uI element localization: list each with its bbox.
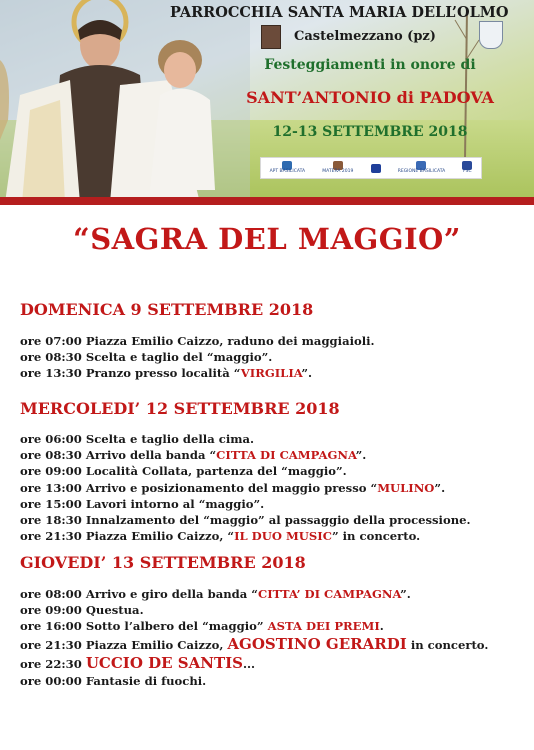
event-item: ore 06:00 Scelta e taglio della cima. [20, 432, 255, 446]
day-heading: MERCOLEDI’ 12 SETTEMBRE 2018 [20, 399, 340, 418]
eu-flag-icon [371, 164, 381, 173]
day-events-sunday [20, 333, 375, 382]
event-highlight-performer: AGOSTINO GERARDI [227, 634, 407, 653]
event-highlight: MULINO [377, 480, 435, 495]
sponsor-logo-strip [260, 157, 482, 179]
event-item: ore 15:00 Lavori intorno al “maggio”. [20, 496, 265, 511]
event-item: ore 21:30 Piazza Emilio Caizzo, “IL DUO MUSIC” in concerto. [20, 529, 421, 544]
town-name: Castelmezzano (pz) [294, 29, 436, 44]
event-item: ore 08:00 Arrivo e giro della banda “CITTA’ DI CAMPAGNA”. [20, 587, 411, 601]
event-highlight: CITTA DI CAMPAGNA [216, 448, 356, 463]
event-title: “SAGRA DEL MAGGIO” [73, 222, 461, 256]
event-item: ore 08:30 Scelta e taglio del “maggio”. [20, 350, 273, 365]
day-heading: DOMENICA 9 SETTEMBRE 2018 [20, 300, 314, 319]
apt-basilicata-logo [270, 161, 306, 175]
event-highlight: CITTA’ DI CAMPAGNA [257, 587, 401, 601]
header-banner [0, 0, 534, 203]
festivity-line: Festeggiamenti in onore di [264, 57, 476, 73]
regione-basilicata-logo [398, 161, 446, 175]
event-item: ore 22:30 UCCIO DE SANTIS... [20, 653, 256, 672]
event-item: ore 13:00 Arrivo e posizionamento del maggio presso “MULINO”. [20, 480, 446, 495]
fsc-logo [462, 161, 472, 175]
regione-logo-text: REGIONE BASILICATA [397, 169, 446, 175]
saint-statue-image [0, 0, 250, 203]
festival-dates: 12-13 SETTEMBRE 2018 [272, 124, 468, 140]
event-item: ore 09:00 Località Collata, partenza del “maggio”. [20, 464, 347, 479]
event-item: ore 08:30 Arrivo della banda “CITTA DI CAMPAGNA”. [20, 448, 367, 463]
day-events-thursday [20, 586, 488, 689]
eu-flag-logo [371, 164, 381, 173]
event-item: ore 18:30 Innalzamento del “maggio” al passaggio della processione. [20, 512, 471, 527]
event-highlight: VIRGILIA [240, 366, 302, 381]
matera-2019-logo [322, 161, 353, 175]
fsc-logo-text: FSC [463, 169, 472, 175]
header-divider [0, 197, 534, 205]
event-highlight-performer: UCCIO DE SANTIS [85, 653, 243, 672]
event-item: ore 13:30 Pranzo presso località “VIRGILIA”. [20, 366, 313, 381]
event-highlight: ASTA DEI PREMI [267, 619, 380, 634]
event-item: ore 16:00 Sotto l’albero del “maggio” ASTA DEI PREMI. [20, 619, 384, 634]
event-highlight: IL DUO MUSIC [234, 529, 332, 544]
parish-name: PARROCCHIA SANTA MARIA DELL’OLMO [170, 4, 509, 21]
town-crest-icon [479, 21, 503, 49]
event-item: ore 09:00 Questua. [20, 603, 144, 618]
day-events-wednesday [20, 431, 471, 544]
event-item: ore 21:30 Piazza Emilio Caizzo, AGOSTINO GERARDI in concerto. [20, 634, 489, 653]
saint-name: SANT’ANTONIO di PADOVA [246, 88, 494, 107]
apt-logo-text: APT BASILICATA [269, 169, 306, 175]
event-item: ore 00:00 Fantasie di fuochi. [20, 673, 207, 688]
matera-logo-text: MATERA 2019 [322, 169, 354, 175]
event-item: ore 07:00 Piazza Emilio Caizzo, raduno dei maggiaioli. [20, 334, 375, 348]
day-heading: GIOVEDI’ 13 SETTEMBRE 2018 [20, 553, 306, 572]
